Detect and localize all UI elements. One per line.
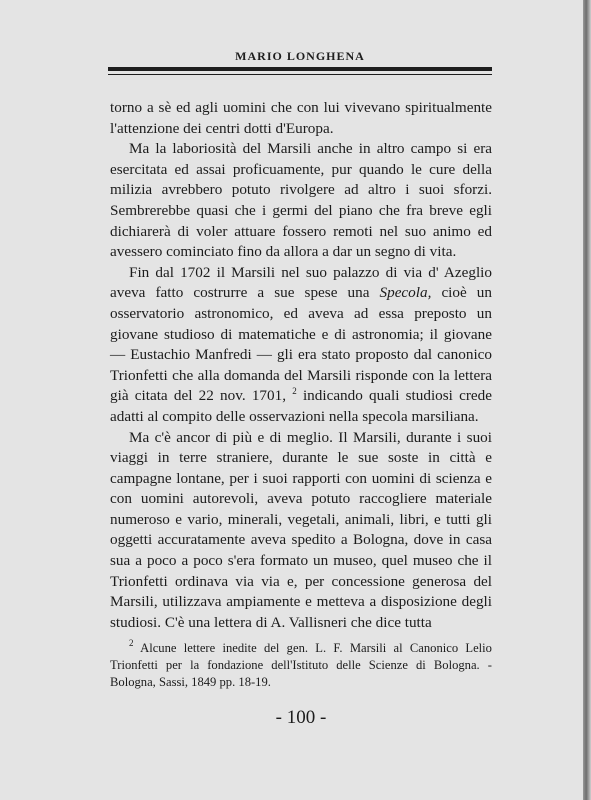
body-text [110,98,492,633]
paragraph-3 [110,263,492,428]
header-rule-thin [108,74,492,75]
footnote-marker: 2 [129,638,134,648]
footnote-reference: 2 [292,386,297,397]
paragraph-3-text-a: Fin dal 1702 il Marsili nel suo palazzo di via d' Azeglio aveva fatto costrurre a sue spese una [110,263,492,302]
paragraph-3-italic: Specola, [379,284,432,302]
paragraph-2: Ma la laboriosità del Marsili anche in altro campo si era esercitata ed assai proficuamente, pur quando le cure della milizia avrebbero potuto rivolgere ad altro i suoi sforzi. Sembrerebbe quasi che i germi del piano che fra breve egli dichiarerà di voler attuare fossero remoti nel suo animo ed avessero cominciato fino da allora a dar un segno di vita. [110,140,492,261]
paragraph-4: Ma c'è ancor di più e di meglio. Il Marsili, durante i suoi viaggi in terre straniere, durante le sue soste in città e campagne lontane, per i suoi rapporti con uomini di scienza e con uomini autorevoli, aveva potuto raccogliere materiale numeroso e vario, minerali, vegetali, animali, libri, e tutti gli oggetti accuratamente aveva spedito a Bologna, dove in casa sua a poco a poco s'era formato un museo, quel museo che il Trionfetti ordinava via via e, per concessione generosa del Marsili, utilizzava ampiamente e metteva a disposizione degli studiosi. C'è una lettera di A. Vallisneri che dice tutta [110,428,492,631]
footnote-text: Alcune lettere inedite del gen. L. F. Marsili al Canonico Lelio Trionfetti per la fondazione dell'Istituto delle Scienze di Bologna. - Bologna, Sassi, 1849 pp. 18-19. [110,641,492,689]
running-head: MARIO LONGHENA [235,49,365,63]
header-rule-thick [108,67,492,71]
footnote [110,640,492,690]
page-number: - 100 - [275,707,327,728]
paragraph-3-text-b: cioè un osservatorio astronomico, ed aveva ad essa preposto un giovane studioso di matematiche e di astronomia; il giovane — Eustachio Manfredi — gli era stato proposto dal canonico Trionfetti che alla domanda del Marsili risponde con la lettera già citata del 22 nov. 1701, [110,284,492,405]
page-edge-shadow [583,0,591,800]
paragraph-3-text-c: indicando quali studiosi crede adatti al compito delle osservazioni nella specola marsiliana. [110,387,492,425]
paragraph-1: torno a sè ed agli uomini che con lui vivevano spiritualmente l'attenzione dei centri dotti d'Europa. [110,99,492,137]
